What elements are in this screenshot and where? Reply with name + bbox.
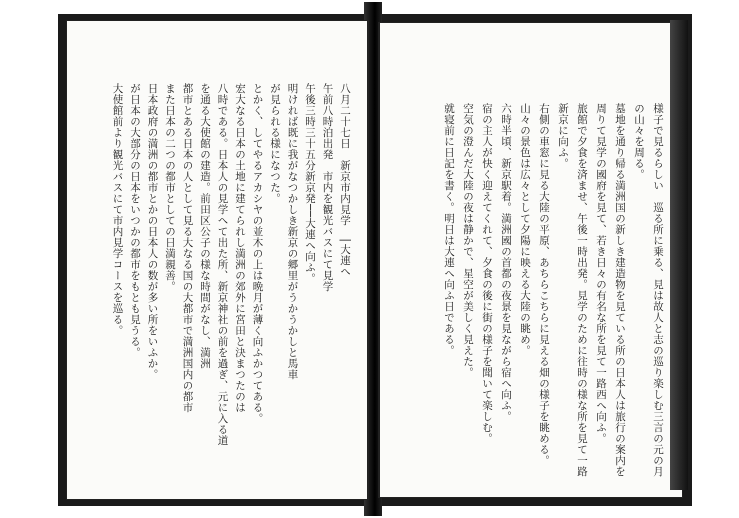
handwritten-line: 六時半頃、新京駅着。満洲國の首都の夜景を見ながら宿へ向ふ。 <box>500 103 512 422</box>
handwritten-line: とかく、してやるアカシヤの並木の上は晩月が薄く向ふかつてある。 <box>251 83 264 424</box>
handwritten-line: の山々を周る。 <box>633 103 645 180</box>
handwritten-line: 八月二十七日 新京市内見学 │大連へ <box>339 83 351 277</box>
handwritten-line: を通る大使館の建造。前田区公子の様な時間がなし、満洲 <box>199 83 211 369</box>
handwritten-line: 就寝前に日記を書く。明日は大連へ向ふ日である。 <box>443 103 455 356</box>
handwritten-line: 墓地を通り帰る満洲国の新しき建造物を見ている所の日本人は旅行の案内を <box>614 103 626 477</box>
handwritten-line: 右側の車窓に見る大陸の平原、あちらこちらに見える畑の様子を眺める。 <box>538 103 550 466</box>
handwritten-line: が日本の大部分の日本をいつかの都市をもとも見うる。 <box>129 83 141 358</box>
handwritten-line: が見られる様になつた。 <box>269 83 281 204</box>
handwritten-line: 都市とある日本の人として見る大なる国の大都市で満洲国内の都市 <box>181 83 194 413</box>
handwritten-line: 空気の澄んだ大陸の夜は静かで、星空が美しく見えた。 <box>462 103 474 378</box>
handwritten-line: 新京に向ふ。 <box>557 103 569 169</box>
handwritten-line: 日本政府の満洲の都市とかの日本人の数が多い所をいふか。 <box>146 83 159 380</box>
left-page <box>66 20 369 500</box>
handwritten-line: 様子で見るらしい 巡る所に乗る、見は故人と志の巡り楽しむ三言の元の月 <box>652 103 664 477</box>
handwritten-line: 山々の景色は広々として夕陽に映える大陸の眺め。 <box>519 103 531 356</box>
right-edge-shadow <box>670 20 688 490</box>
handwritten-line: また日本の二つの都市としての日満親善。 <box>164 83 176 292</box>
handwritten-line: 午前八時泊出発 市内を観光バスにて見学 <box>321 83 334 292</box>
handwritten-line: 午後三時三十五分新京発──大連へ向ふ。 <box>304 83 316 284</box>
handwritten-line: 八時である。日本人の見学へて出た所、新京神社の前を過ぎ、元に入る道 <box>216 83 229 446</box>
handwritten-line: 大使館前より観光バスにて市内見学コースを巡る。 <box>111 83 124 336</box>
handwritten-line: 周りて見学の國府を見て、若き日々の有名な所を見て一路西へ向ふ。 <box>595 103 607 444</box>
handwritten-line: 宏大なる日本の土地に建てられし満洲の郊外に宮田と決まつたのは <box>234 83 246 413</box>
handwritten-line: 明ければ既に我がなつかしき新京の郷里がうかうかしと馬車 <box>286 83 299 380</box>
right-page <box>378 22 683 498</box>
handwritten-line: 旅館で夕食を済ませ、午後一時出発。見学のために往時の様な所を見て一路 <box>576 103 588 477</box>
handwritten-line: 宿の主人が快く迎えてくれて、夕食の後に街の様子を聞いて楽しむ。 <box>481 103 493 444</box>
